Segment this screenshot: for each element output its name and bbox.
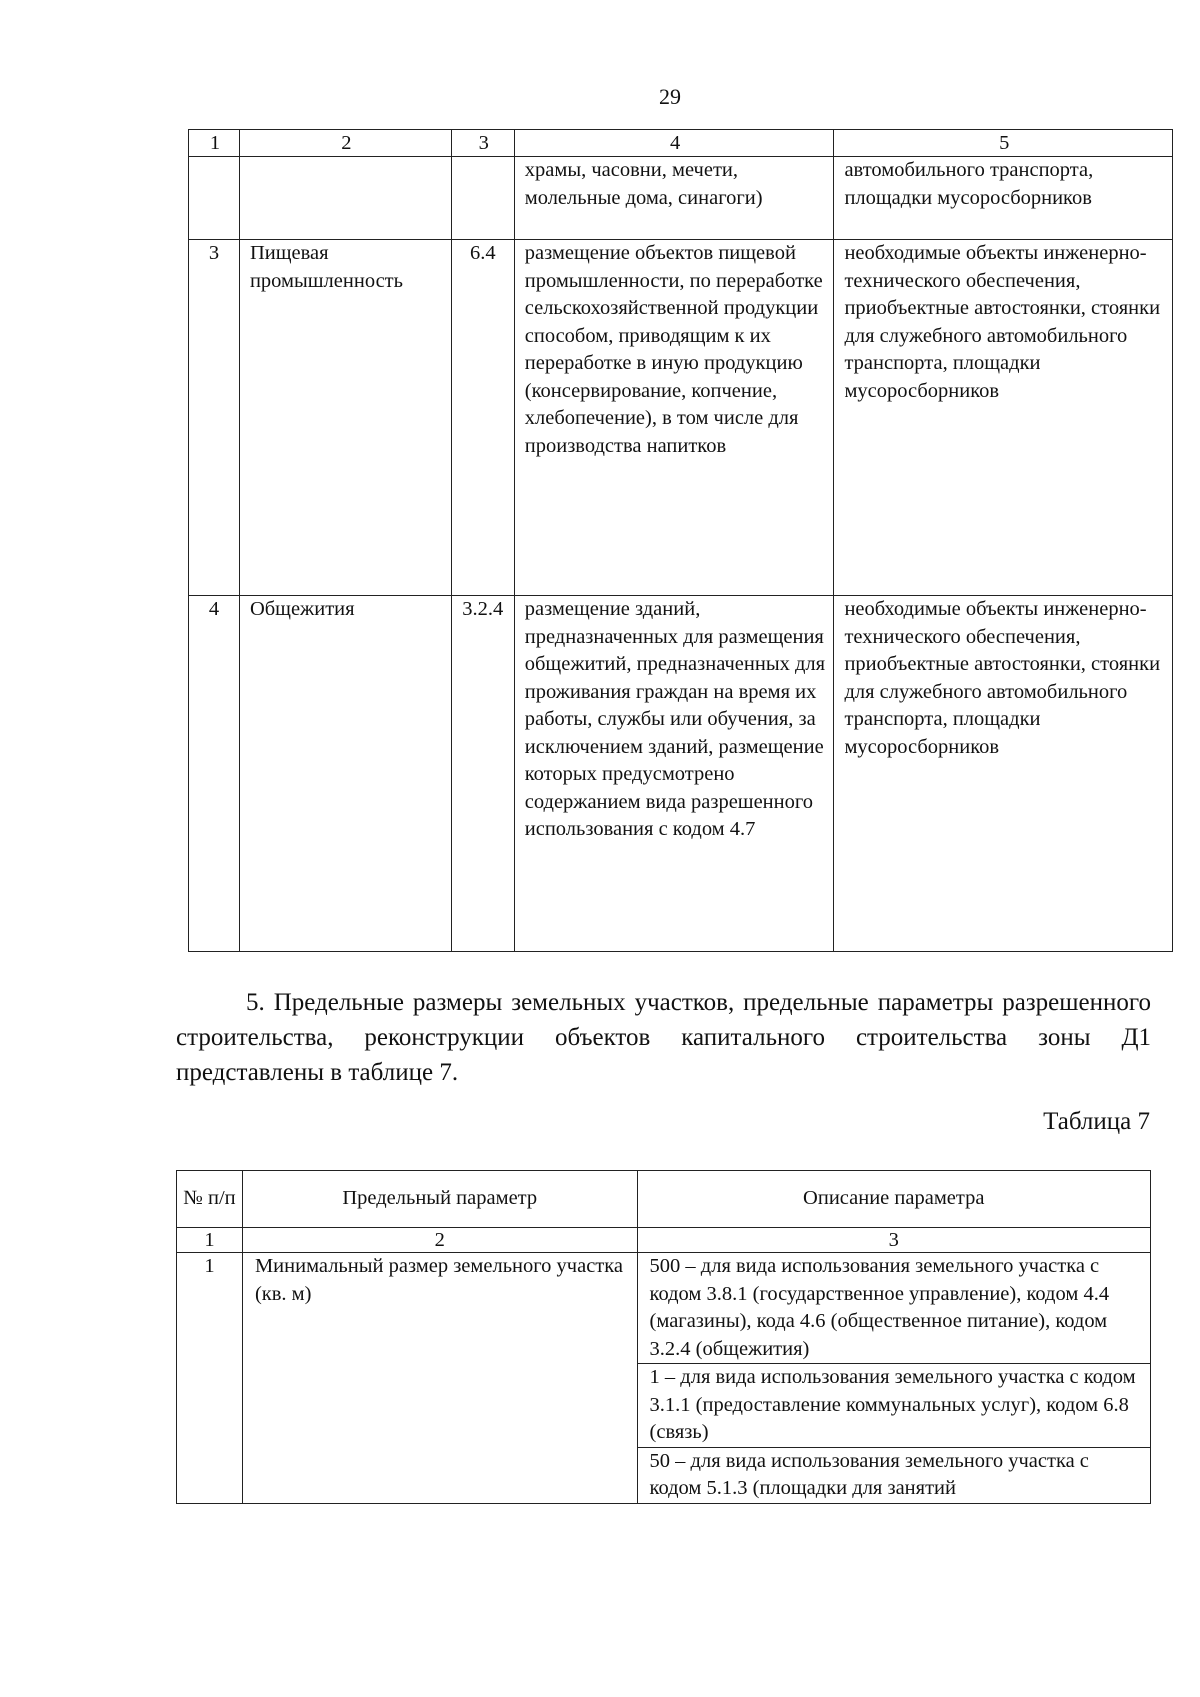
column-number-4: 4 bbox=[514, 130, 834, 157]
use-type-code: 3.2.4 bbox=[451, 596, 514, 952]
land-use-table bbox=[188, 129, 1173, 952]
column-number-3: 3 bbox=[451, 130, 514, 157]
row-number: 4 bbox=[189, 596, 240, 952]
header-number: № п/п bbox=[177, 1171, 243, 1228]
use-type-code bbox=[451, 157, 514, 240]
use-type-description: размещение объектов пищевой промышленности, по переработке сельскохозяйственной продукции способом, приводящим к их переработке в иную продукцию (консервирование, копчение, хлебопечение), в том числе для производства напитков bbox=[514, 240, 834, 596]
column-number-1: 1 bbox=[177, 1228, 243, 1253]
use-type-name bbox=[239, 157, 451, 240]
parameter-name: Минимальный размер земельного участка (кв. м) bbox=[242, 1253, 637, 1504]
use-type-description: храмы, часовни, мечети, молельные дома, синагоги) bbox=[514, 157, 834, 240]
header-parameter: Предельный параметр bbox=[242, 1171, 637, 1228]
paragraph-5: 5. Предельные размеры земельных участков, предельные параметры разрешенного строительства, реконструкции объектов капитального строительства зоны Д1 представлены в таблице 7. bbox=[176, 989, 1151, 1086]
table-header-row bbox=[189, 130, 1173, 157]
use-type-description: размещение зданий, предназначенных для размещения общежитий, предназначенных для проживания граждан на время их работы, службы или обучения, за исключением зданий, размещение которых предусмотрено содержанием вида разрешенного использования с кодом 4.7 bbox=[514, 596, 834, 952]
page-number: 29 bbox=[659, 84, 681, 109]
auxiliary-uses: автомобильного транспорта, площадки мусоросборников bbox=[834, 157, 1173, 240]
table-row bbox=[189, 157, 1173, 240]
column-number-5: 5 bbox=[834, 130, 1173, 157]
auxiliary-uses: необходимые объекты инженерно-технического обеспечения, приобъектные автостоянки, стоянки для служебного автомобильного транспорта, площадки мусоросборников bbox=[834, 596, 1173, 952]
parameter-value: 500 – для вида использования земельного участка с кодом 3.8.1 (государственное управление), кодом 4.4 (магазины), кода 4.6 (общественное питание), кодом 3.2.4 (общежития) bbox=[637, 1253, 1150, 1364]
column-number-2: 2 bbox=[239, 130, 451, 157]
row-number bbox=[189, 157, 240, 240]
use-type-name: Общежития bbox=[239, 596, 451, 952]
column-number-row bbox=[177, 1228, 1151, 1253]
table-row bbox=[189, 596, 1173, 952]
table-row bbox=[177, 1253, 1151, 1364]
row-number: 1 bbox=[177, 1253, 243, 1504]
column-number-1: 1 bbox=[189, 130, 240, 157]
use-type-name: Пищевая промышленность bbox=[239, 240, 451, 596]
table-caption: Таблица 7 bbox=[1043, 1108, 1150, 1135]
auxiliary-uses: необходимые объекты инженерно-технического обеспечения, приобъектные автостоянки, стоянки для служебного автомобильного транспорта, площадки мусоросборников bbox=[834, 240, 1173, 596]
parameter-value: 50 – для вида использования земельного участка с кодом 5.1.3 (площадки для занятий bbox=[637, 1447, 1150, 1503]
column-number-3: 3 bbox=[637, 1228, 1150, 1253]
limit-parameters-table bbox=[176, 1170, 1151, 1504]
use-type-code: 6.4 bbox=[451, 240, 514, 596]
parameter-value: 1 – для вида использования земельного участка с кодом 3.1.1 (предоставление коммунальных услуг), кодом 6.8 (связь) bbox=[637, 1364, 1150, 1448]
table-row bbox=[189, 240, 1173, 596]
table-header-row bbox=[177, 1171, 1151, 1228]
column-number-2: 2 bbox=[242, 1228, 637, 1253]
header-description: Описание параметра bbox=[637, 1171, 1150, 1228]
row-number: 3 bbox=[189, 240, 240, 596]
